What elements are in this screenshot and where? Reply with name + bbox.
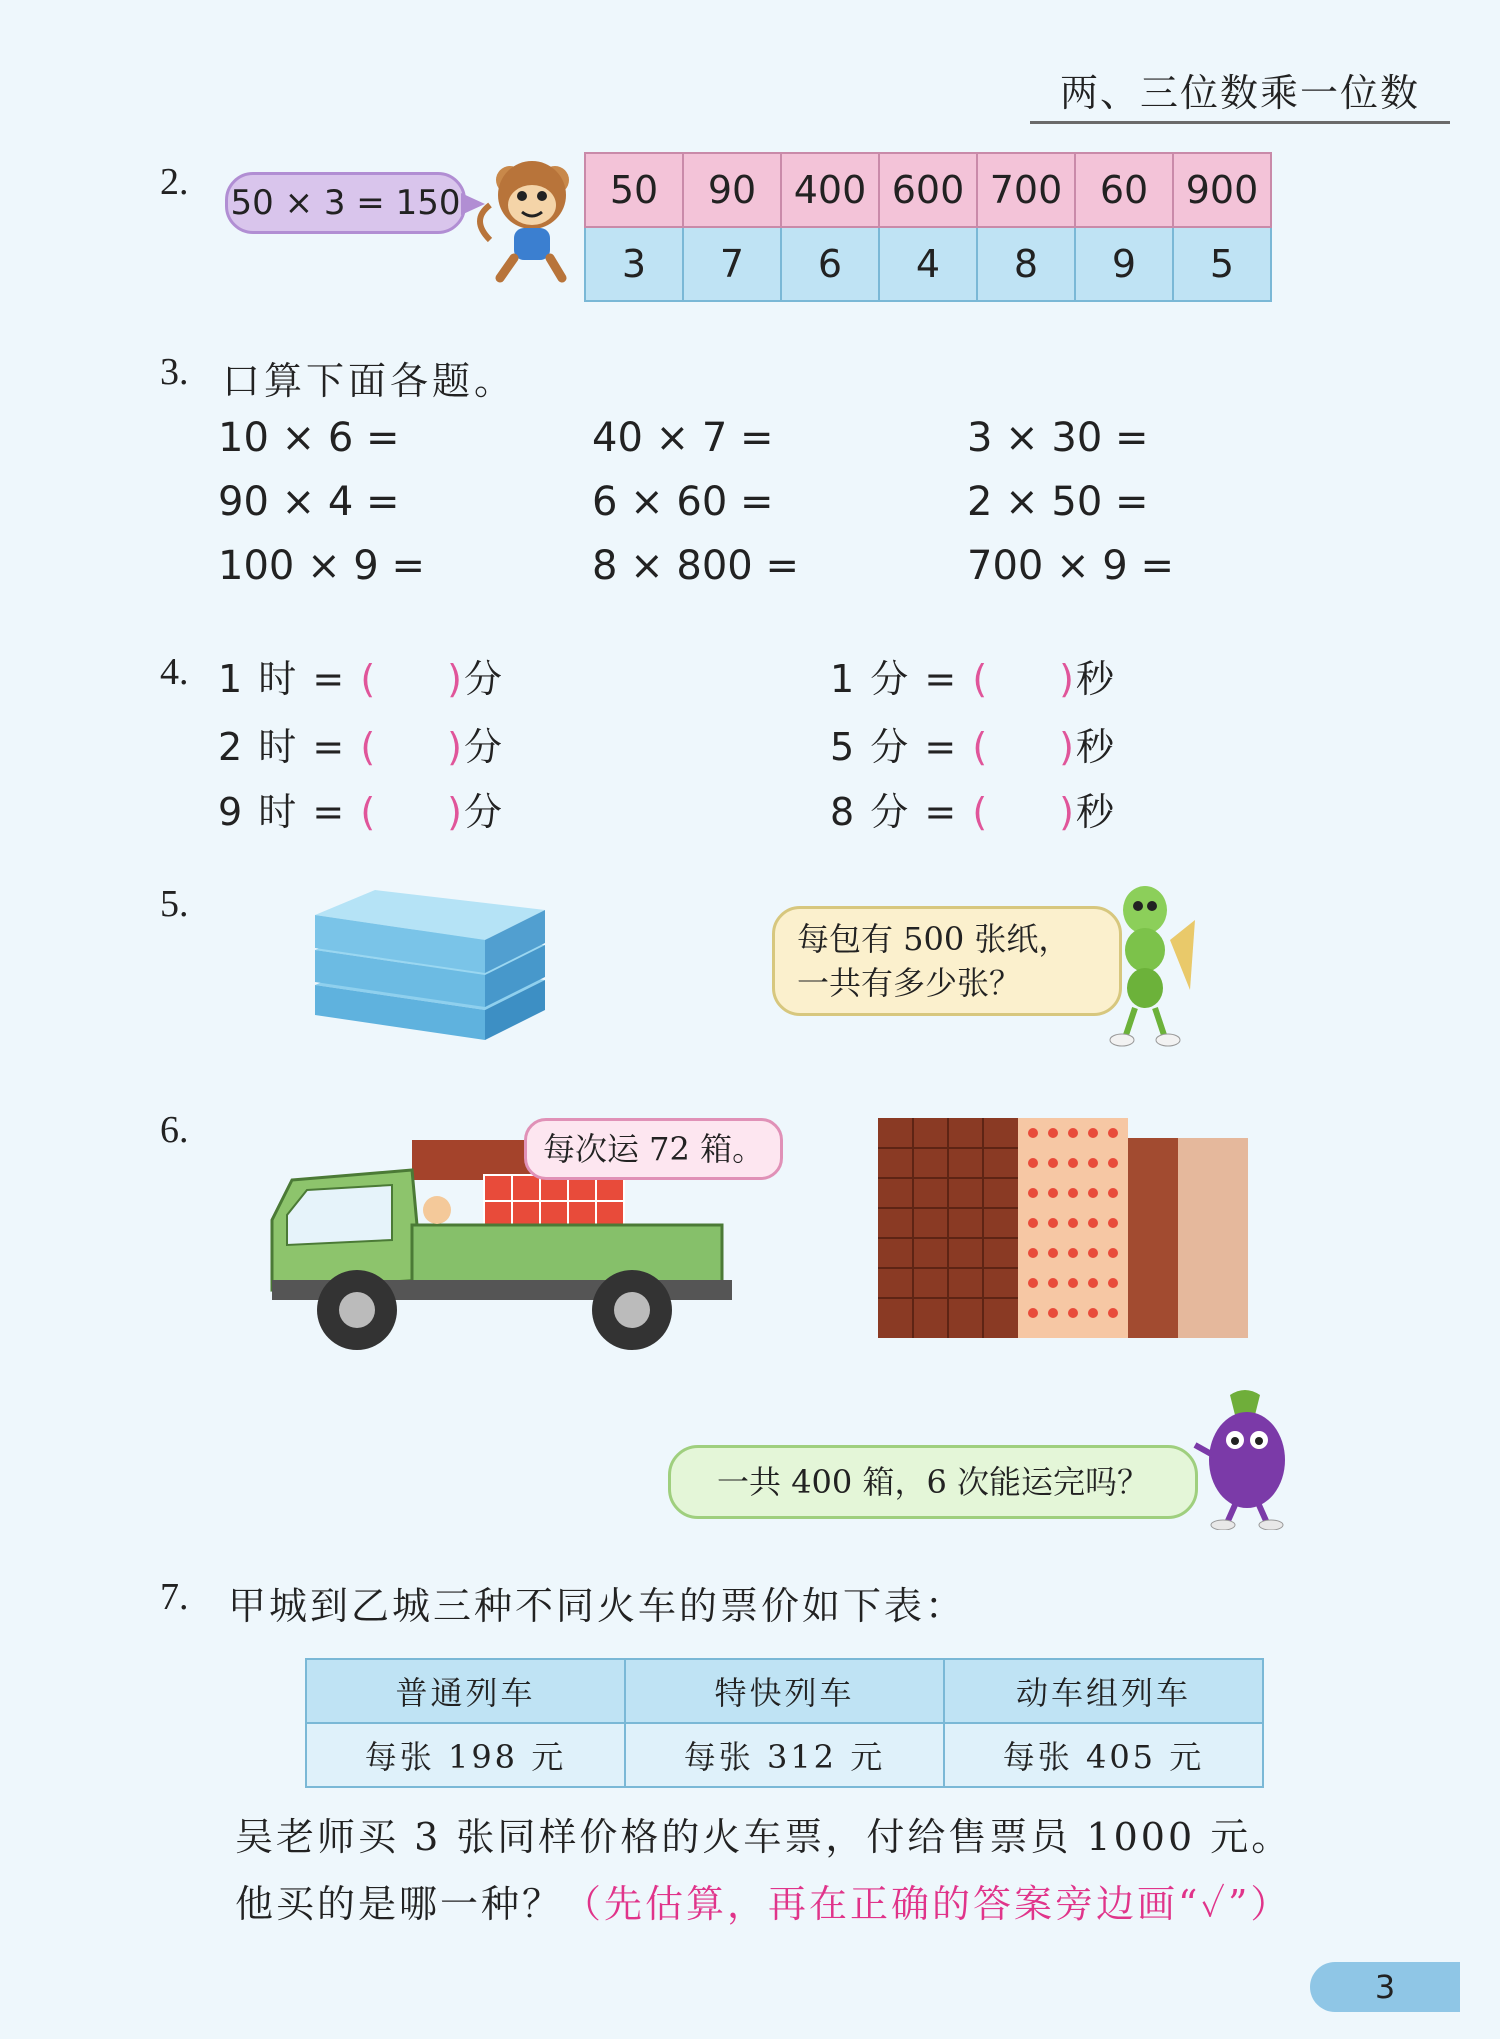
q2-top-cell: 700 [977, 153, 1075, 227]
equals: = [312, 657, 347, 701]
expression: 2 × 50 = [967, 479, 1149, 525]
unit: 分 [870, 657, 911, 701]
question-bubble [772, 906, 1122, 1016]
expression: 3 × 30 = [967, 415, 1149, 461]
answer-blank-close[interactable]: ) [447, 657, 464, 701]
q2-bottom-cell: 6 [781, 227, 879, 301]
q2-bottom-cell: 8 [977, 227, 1075, 301]
q2-bottom-cell: 7 [683, 227, 781, 301]
caterpillar-character-illustration [1100, 880, 1200, 1050]
question-number-3: 3. [160, 351, 189, 393]
q2-top-cell: 400 [781, 153, 879, 227]
answer-blank-close[interactable]: ) [1059, 657, 1076, 701]
answer-blank-open[interactable]: ( [360, 790, 378, 834]
unit: 分 [463, 657, 504, 701]
time-conversion-row [830, 648, 1116, 703]
time-conversion-row [218, 648, 504, 703]
answer-blank-open[interactable]: ( [972, 657, 990, 701]
unit: 秒 [1075, 725, 1116, 769]
paper-stack-illustration [315, 885, 545, 1045]
equals: = [924, 657, 959, 701]
time-conversion-row [830, 716, 1116, 771]
unit: 时 [258, 790, 299, 834]
equals: = [924, 725, 959, 769]
eggplant-character-illustration [1185, 1385, 1315, 1530]
q2-bottom-cell: 3 [585, 227, 683, 301]
expression: 100 × 9 = [218, 543, 425, 589]
value: 9 [218, 790, 245, 834]
q2-top-cell: 50 [585, 153, 683, 227]
answer-blank-open[interactable]: ( [972, 790, 990, 834]
time-conversion-row [218, 781, 504, 836]
q2-bottom-cell: 4 [879, 227, 977, 301]
value: 2 [218, 725, 245, 769]
equals: = [312, 790, 347, 834]
table-header-cell: 动车组列车 [944, 1659, 1263, 1723]
table-header-cell: 特快列车 [625, 1659, 944, 1723]
question-bubble: 一共 400 箱，6 次能运完吗？ [668, 1445, 1198, 1519]
q2-top-cell: 600 [879, 153, 977, 227]
q7-problem-text: 吴老师买 3 张同样价格的火车票，付给售票员 1000 元。 [235, 1815, 1293, 1859]
q2-top-cell: 60 [1075, 153, 1173, 227]
expression: 40 × 7 = [592, 415, 774, 461]
expression: 10 × 6 = [218, 415, 400, 461]
expression: 90 × 4 = [218, 479, 400, 525]
q2-top-cell: 90 [683, 153, 781, 227]
answer-blank-close[interactable]: ) [447, 790, 464, 834]
chapter-title: 两、三位数乘一位数 [1030, 62, 1450, 124]
unit: 秒 [1075, 657, 1116, 701]
unit: 秒 [1075, 790, 1116, 834]
answer-blank-open[interactable]: ( [972, 725, 990, 769]
expression: 6 × 60 = [592, 479, 774, 525]
table-price-cell: 每张 312 元 [625, 1723, 944, 1787]
q2-bottom-cell: 9 [1075, 227, 1173, 301]
unit: 分 [870, 725, 911, 769]
value: 8 [830, 790, 857, 834]
unit: 时 [258, 657, 299, 701]
value: 5 [830, 725, 857, 769]
time-conversion-row [830, 781, 1116, 836]
unit: 分 [870, 790, 911, 834]
q7-title: 甲城到乙城三种不同火车的票价如下表： [228, 1584, 967, 1628]
table-price-cell: 每张 198 元 [306, 1723, 625, 1787]
q7-hint: （先估算，再在正确的答案旁边画“✓”） [563, 1882, 1292, 1926]
example-bubble: 50 × 3 = 150 [225, 172, 466, 234]
q2-table [584, 152, 1272, 302]
question-number-6: 6. [160, 1109, 189, 1151]
answer-blank-open[interactable]: ( [360, 725, 378, 769]
q7-question-text [235, 1873, 1291, 1928]
unit: 时 [258, 725, 299, 769]
q2-top-cell: 900 [1173, 153, 1271, 227]
q2-bottom-cell: 5 [1173, 227, 1271, 301]
truck-capacity-bubble: 每次运 72 箱。 [524, 1118, 783, 1180]
table-price-cell: 每张 405 元 [944, 1723, 1263, 1787]
answer-blank-close[interactable]: ) [1059, 725, 1076, 769]
answer-blank-close[interactable]: ) [1059, 790, 1076, 834]
expression: 8 × 800 = [592, 543, 799, 589]
equals: = [924, 790, 959, 834]
expression: 700 × 9 = [967, 543, 1174, 589]
table-header-cell: 普通列车 [306, 1659, 625, 1723]
time-conversion-row [218, 716, 504, 771]
bubble-line: 一共有多少张？ [797, 964, 1022, 1002]
equals: = [312, 725, 347, 769]
value: 1 [218, 657, 245, 701]
answer-blank-open[interactable]: ( [360, 657, 378, 701]
page-number: 3 [1310, 1962, 1460, 2012]
question-number-2: 2. [160, 161, 189, 203]
question-number-7: 7. [160, 1576, 189, 1618]
bubble-line: 每包有 500 张纸， [797, 920, 1071, 958]
q3-title: 口算下面各题。 [222, 359, 517, 403]
value: 1 [830, 657, 857, 701]
q7-question: 他买的是哪一种？ [235, 1882, 564, 1926]
answer-blank-close[interactable]: ) [447, 725, 464, 769]
unit: 分 [463, 790, 504, 834]
question-number-5: 5. [160, 883, 189, 925]
monkey-illustration [470, 150, 580, 285]
ticket-price-table [305, 1658, 1264, 1788]
question-number-4: 4. [160, 651, 189, 693]
unit: 分 [463, 725, 504, 769]
box-stack-illustration [878, 1118, 1248, 1338]
